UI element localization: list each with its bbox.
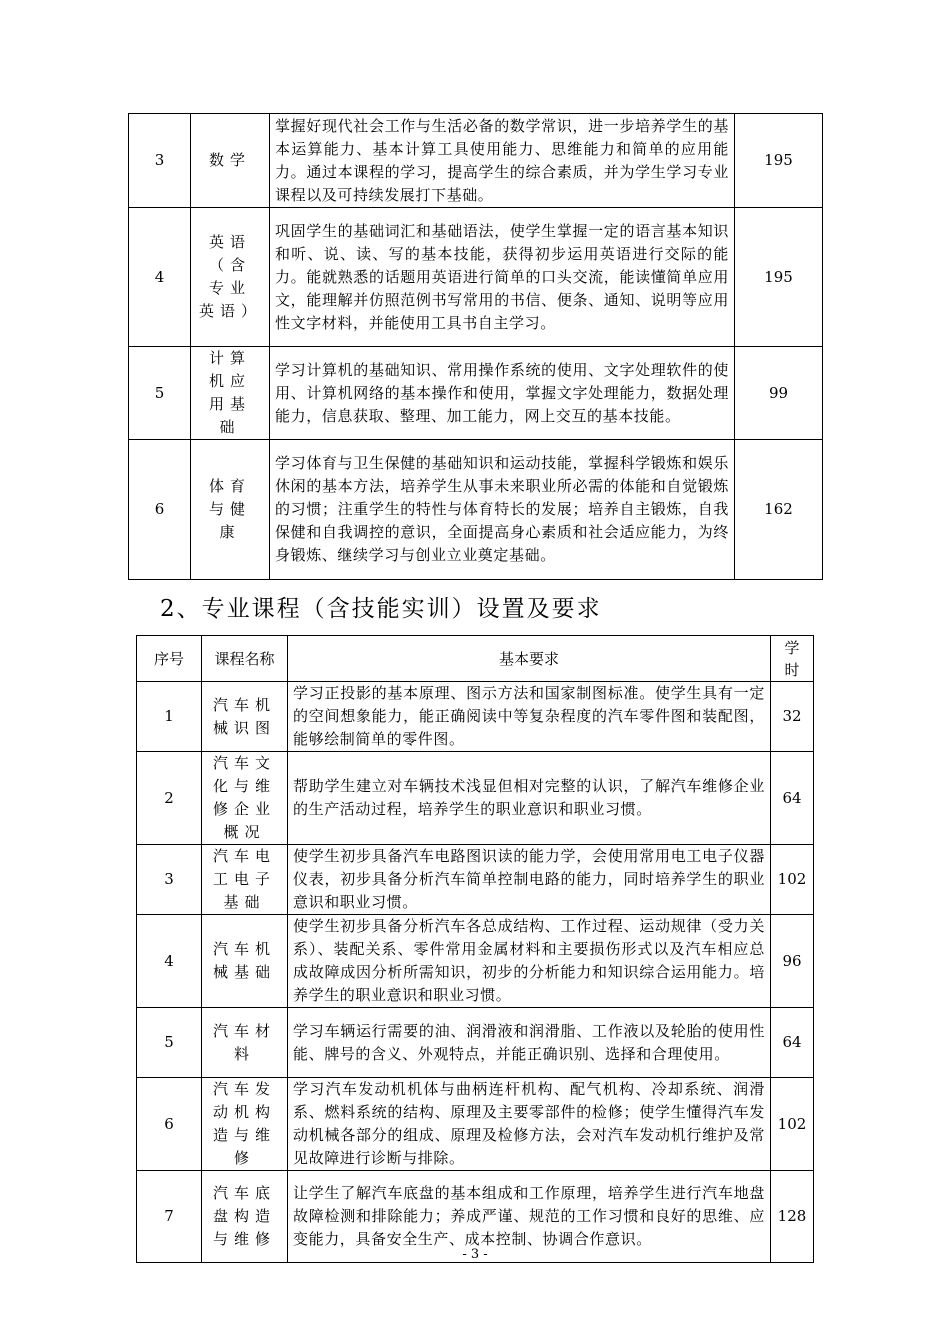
course-hours: 64 xyxy=(771,1008,814,1078)
course-name: 体育与健康 xyxy=(191,440,270,580)
table-row xyxy=(129,440,823,580)
course-name: 汽车发动机构造与维修 xyxy=(202,1078,288,1171)
row-number: 5 xyxy=(137,1008,202,1078)
course-name: 汽车材料 xyxy=(202,1008,288,1078)
course-name: 英语（含专业英语） xyxy=(191,208,270,347)
course-requirements: 帮助学生建立对车辆技术浅显但相对完整的认识，了解汽车维修企业的生产活动过程，培养学生的职业意识和职业习惯。 xyxy=(288,752,771,845)
table-header-row xyxy=(137,636,814,682)
general-courses-table xyxy=(128,113,823,580)
row-number: 3 xyxy=(129,114,191,208)
course-hours: 162 xyxy=(735,440,823,580)
course-hours: 102 xyxy=(771,1078,814,1171)
course-name: 汽车机械识图 xyxy=(202,682,288,752)
header-hours: 学时 xyxy=(771,636,814,682)
row-number: 2 xyxy=(137,752,202,845)
course-requirements: 学习计算机的基础知识、常用操作系统的使用、文字处理软件的使用、计算机网络的基本操作和使用，掌握文字处理能力，数据处理能力，信息获取、整理、加工能力，网上交互的基本技能。 xyxy=(270,347,735,440)
course-hours: 102 xyxy=(771,845,814,915)
table-row xyxy=(137,915,814,1008)
course-requirements: 学习车辆运行需要的油、润滑液和润滑脂、工作液以及轮胎的使用性能、牌号的含义、外观特点，并能正确识别、选择和合理使用。 xyxy=(288,1008,771,1078)
row-number: 6 xyxy=(129,440,191,580)
course-hours: 195 xyxy=(735,208,823,347)
row-number: 4 xyxy=(137,915,202,1008)
course-hours: 128 xyxy=(771,1171,814,1263)
table-row xyxy=(137,682,814,752)
row-number: 7 xyxy=(137,1171,202,1263)
course-requirements: 让学生了解汽车底盘的基本组成和工作原理，培养学生进行汽车地盘 故障检测和排除能力；养成严谨、规范的工作习惯和良好的思维、应变能力，具备安全生产、成本控制、协调合作意识。 xyxy=(288,1171,771,1263)
table-row xyxy=(137,1078,814,1171)
course-requirements: 学习汽车发动机机体与曲柄连杆机构、配气机构、冷却系统、润滑系、燃料系统的结构、原理及主要零部件的检修；使学生懂得汽车发动机械各部分的组成、原理及检修方法，会对汽车发动机行维护及常见故障进行诊断与排除。 xyxy=(288,1078,771,1171)
course-name: 汽车文化与维修企业概况 xyxy=(202,752,288,845)
table-row xyxy=(137,752,814,845)
course-requirements: 使学生初步具备汽车电路图识读的能力学，会使用常用电工电子仪器仪表，初步具备分析汽车简单控制电路的能力，同时培养学生的职业意识和职业习惯。 xyxy=(288,845,771,915)
course-name: 汽车底盘构造与维修 xyxy=(202,1171,288,1263)
page-number: - 3 - xyxy=(462,1247,488,1262)
row-number: 3 xyxy=(137,845,202,915)
course-hours: 195 xyxy=(735,114,823,208)
table-row xyxy=(137,1008,814,1078)
course-hours: 99 xyxy=(735,347,823,440)
header-number: 序号 xyxy=(137,636,202,682)
header-requirements: 基本要求 xyxy=(288,636,771,682)
professional-courses-table xyxy=(136,635,814,1263)
row-number: 1 xyxy=(137,682,202,752)
course-name: 计算机应用基础 xyxy=(191,347,270,440)
course-name: 汽车电工电子基础 xyxy=(202,845,288,915)
row-number: 4 xyxy=(129,208,191,347)
table-row xyxy=(137,845,814,915)
course-hours: 64 xyxy=(771,752,814,845)
table-row xyxy=(129,114,823,208)
course-requirements: 学习正投影的基本原理、图示方法和国家制图标准。使学生具有一定的空间想象能力，能正确阅读中等复杂程度的汽车零件图和装配图，能够绘制简单的零件图。 xyxy=(288,682,771,752)
row-number: 6 xyxy=(137,1078,202,1171)
course-hours: 96 xyxy=(771,915,814,1008)
table-row xyxy=(129,208,823,347)
row-number: 5 xyxy=(129,347,191,440)
section-heading: 2、专业课程（含技能实训）设置及要求 xyxy=(160,596,602,622)
course-requirements: 学习体育与卫生保健的基础知识和运动技能，掌握科学锻炼和娱乐休闲的基本方法，培养学生从事未来职业所必需的体能和自觉锻炼的习惯；注重学生的特性与体育特长的发展；培养自主锻炼，自我保健和自我调控的意识，全面提高身心素质和社会适应能力，为终身锻炼、继续学习与创业立业奠定基础。 xyxy=(270,440,735,580)
table-row xyxy=(129,347,823,440)
course-requirements: 使学生初步具备分析汽车各总成结构、工作过程、运动规律（受力关系）、装配关系、零件常用金属材料和主要损伤形式以及汽车相应总成故障成因分析所需知识，初步的分析能力和知识综合运用能力。培养学生的职业意识和职业习惯。 xyxy=(288,915,771,1008)
course-name: 数学 xyxy=(191,114,270,208)
header-course-name: 课程名称 xyxy=(202,636,288,682)
course-hours: 32 xyxy=(771,682,814,752)
course-requirements: 掌握好现代社会工作与生活必备的数学常识，进一步培养学生的基本运算能力、基本计算工具使用能力、思维能力和简单的应用能力。通过本课程的学习，提高学生的综合素质，并为学生学习专业课程以及可持续发展打下基础。 xyxy=(270,114,735,208)
course-name: 汽车机械基础 xyxy=(202,915,288,1008)
course-requirements: 巩固学生的基础词汇和基础语法，使学生掌握一定的语言基本知识和听、说、读、写的基本技能，获得初步运用英语进行交际的能力。能就熟悉的话题用英语进行简单的口头交流，能读懂简单应用文，能理解并仿照范例书写常用的书信、便条、通知、说明等应用性文字材料，并能使用工具书自主学习。 xyxy=(270,208,735,347)
